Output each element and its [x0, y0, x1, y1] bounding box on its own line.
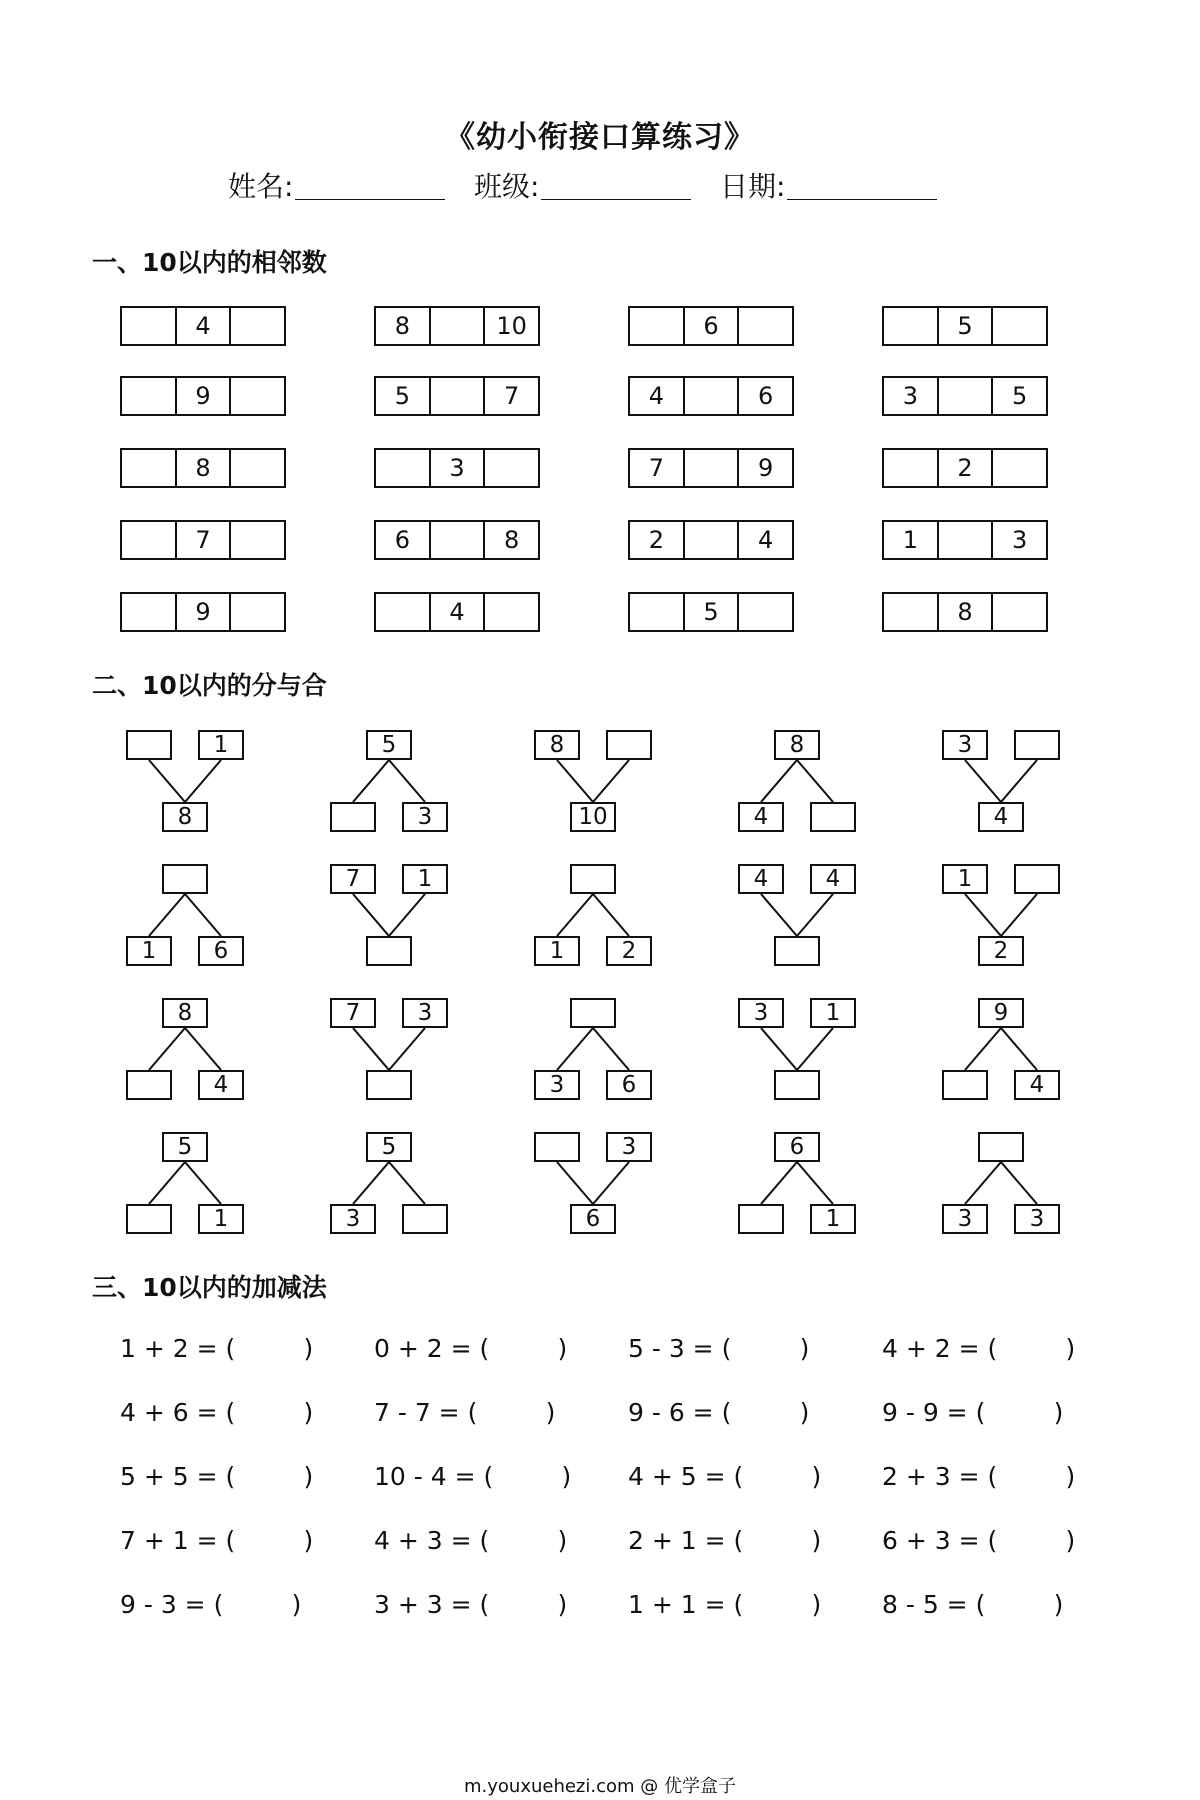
equation	[628, 1398, 809, 1427]
answer-blank[interactable]	[402, 1204, 448, 1234]
answer-blank[interactable]	[937, 378, 992, 414]
answer-blank[interactable]	[330, 802, 376, 832]
given-number: 7	[330, 998, 376, 1028]
connector-line	[389, 1028, 425, 1070]
given-number: 8	[534, 730, 580, 760]
section-2-title: 二、10以内的分与合	[92, 671, 327, 700]
connector-line	[593, 894, 629, 936]
given-number: 10	[570, 802, 616, 832]
class-blank[interactable]	[541, 173, 691, 200]
split-tree	[942, 998, 1060, 1106]
neighbor-row	[374, 306, 540, 346]
neighbor-row	[374, 448, 540, 488]
answer-blank[interactable]	[942, 1070, 988, 1100]
split-tree	[738, 1132, 856, 1240]
connector-line	[557, 1162, 593, 1204]
equation-text: 6 + 3 = (	[882, 1526, 998, 1555]
connector-line	[185, 894, 221, 936]
answer-blank[interactable]: )	[799, 1398, 810, 1427]
neighbor-row	[374, 592, 540, 632]
given-number: 1	[198, 730, 244, 760]
split-tree	[534, 864, 652, 972]
equation	[374, 1334, 567, 1363]
answer-blank[interactable]	[376, 594, 429, 630]
merge-tree	[126, 730, 244, 838]
given-number: 3	[738, 998, 784, 1028]
neighbor-row	[882, 592, 1048, 632]
given-number: 8	[162, 998, 208, 1028]
answer-blank[interactable]	[1014, 864, 1060, 894]
neighbor-row	[120, 306, 286, 346]
connector-line	[1001, 760, 1037, 802]
answer-blank[interactable]	[429, 308, 484, 344]
answer-blank[interactable]	[884, 450, 937, 486]
equation	[374, 1398, 555, 1427]
answer-blank[interactable]	[162, 864, 208, 894]
answer-blank[interactable]	[978, 1132, 1024, 1162]
answer-blank[interactable]	[810, 802, 856, 832]
given-number: 3	[942, 1204, 988, 1234]
given-number: 8	[483, 522, 538, 558]
equation-text: 3 + 3 = (	[374, 1590, 490, 1619]
given-number: 6	[683, 308, 738, 344]
answer-blank[interactable]	[683, 450, 738, 486]
footer-credit: m.youxuehezi.com @ 优学盒子	[463, 1776, 736, 1797]
given-number: 5	[937, 308, 992, 344]
given-number: 4	[648, 382, 664, 410]
equation-text: 4 + 6 = (	[120, 1398, 236, 1427]
connector-line	[185, 760, 221, 802]
given-number: 9	[737, 450, 792, 486]
connector-line	[149, 1028, 185, 1070]
given-number: 3	[902, 382, 918, 410]
connector-line	[185, 1028, 221, 1070]
answer-blank[interactable]: )	[303, 1462, 314, 1491]
equation-text: 7 + 1 = (	[120, 1526, 236, 1555]
neighbor-row	[120, 520, 286, 560]
page-title: 《幼小衔接口算练习》	[445, 120, 755, 155]
equation	[628, 1462, 821, 1491]
given-number: 4	[978, 802, 1024, 832]
connector-line	[389, 894, 425, 936]
split-tree	[738, 730, 856, 838]
answer-blank[interactable]	[366, 1070, 412, 1100]
given-number: 5	[366, 730, 412, 760]
name-label: 姓名:	[228, 170, 294, 203]
given-number: 2	[606, 936, 652, 966]
equation	[374, 1590, 567, 1619]
merge-tree	[534, 730, 652, 838]
answer-blank[interactable]	[122, 378, 175, 414]
answer-blank[interactable]	[366, 936, 412, 966]
neighbor-row	[628, 376, 794, 416]
neighbor-row	[374, 376, 540, 416]
merge-tree	[738, 864, 856, 972]
equation-text: 2 + 3 = (	[882, 1462, 998, 1491]
equation	[628, 1334, 809, 1363]
answer-blank[interactable]	[1014, 730, 1060, 760]
equation-text: 9 - 6 = (	[628, 1398, 732, 1427]
connector-line	[353, 1162, 389, 1204]
connector-line	[593, 1028, 629, 1070]
equation-text: 5 - 3 = (	[628, 1334, 732, 1363]
merge-tree	[330, 864, 448, 972]
connector-line	[761, 1028, 797, 1070]
connector-line	[1001, 1162, 1037, 1204]
neighbor-row	[120, 376, 286, 416]
given-number: 8	[774, 730, 820, 760]
answer-blank[interactable]: )	[545, 1398, 556, 1427]
equation	[374, 1462, 571, 1491]
given-number: 5	[366, 1132, 412, 1162]
given-number: 2	[978, 936, 1024, 966]
given-number: 5	[394, 382, 410, 410]
answer-blank[interactable]	[229, 522, 284, 558]
merge-tree	[738, 998, 856, 1106]
equation-text: 9 - 9 = (	[882, 1398, 986, 1427]
connector-line	[761, 1162, 797, 1204]
answer-blank[interactable]	[229, 378, 284, 414]
given-number: 3	[991, 522, 1046, 558]
name-blank[interactable]	[295, 173, 445, 200]
equation-text: 1 + 2 = (	[120, 1334, 236, 1363]
equation	[120, 1398, 313, 1427]
connector-line	[149, 894, 185, 936]
given-number: 3	[606, 1132, 652, 1162]
given-number: 3	[942, 730, 988, 760]
equation-text: 4 + 2 = (	[882, 1334, 998, 1363]
merge-tree	[330, 998, 448, 1106]
answer-blank[interactable]: )	[811, 1462, 822, 1491]
answer-blank[interactable]	[884, 594, 937, 630]
neighbor-row	[120, 448, 286, 488]
answer-blank[interactable]	[991, 594, 1046, 630]
equation-text: 10 - 4 = (	[374, 1462, 494, 1491]
given-number: 3	[429, 450, 484, 486]
equation	[882, 1462, 1075, 1491]
date-field	[720, 165, 937, 205]
answer-blank[interactable]: )	[557, 1590, 568, 1619]
answer-blank[interactable]	[570, 998, 616, 1028]
connector-line	[149, 1162, 185, 1204]
given-number: 7	[330, 864, 376, 894]
answer-blank[interactable]	[737, 594, 792, 630]
connector-line	[353, 1028, 389, 1070]
given-number: 6	[198, 936, 244, 966]
equation	[628, 1590, 821, 1619]
answer-blank[interactable]	[630, 594, 683, 630]
neighbor-row	[882, 448, 1048, 488]
given-number: 7	[483, 378, 538, 414]
answer-blank[interactable]	[483, 450, 538, 486]
connector-line	[965, 760, 1001, 802]
class-field	[474, 165, 691, 205]
answer-blank[interactable]	[126, 730, 172, 760]
split-tree	[126, 998, 244, 1106]
given-number: 1	[534, 936, 580, 966]
given-number: 5	[162, 1132, 208, 1162]
given-number: 1	[198, 1204, 244, 1234]
given-number: 9	[175, 378, 230, 414]
answer-blank[interactable]	[774, 936, 820, 966]
answer-blank[interactable]	[534, 1132, 580, 1162]
connector-line	[389, 760, 425, 802]
given-number: 3	[402, 802, 448, 832]
answer-blank[interactable]	[429, 378, 484, 414]
given-number: 1	[402, 864, 448, 894]
given-number: 5	[683, 594, 738, 630]
given-number: 4	[738, 802, 784, 832]
equation	[120, 1590, 301, 1619]
equation-text: 8 - 5 = (	[882, 1590, 986, 1619]
given-number: 3	[402, 998, 448, 1028]
neighbor-row	[882, 520, 1048, 560]
date-label: 日期:	[720, 170, 786, 203]
connector-line	[761, 760, 797, 802]
equation-text: 4 + 3 = (	[374, 1526, 490, 1555]
answer-blank[interactable]	[884, 308, 937, 344]
answer-blank[interactable]	[683, 522, 738, 558]
equation	[628, 1526, 821, 1555]
given-number: 3	[1014, 1204, 1060, 1234]
neighbor-row	[882, 376, 1048, 416]
merge-tree	[942, 864, 1060, 972]
neighbor-row	[628, 306, 794, 346]
given-number: 6	[774, 1132, 820, 1162]
merge-tree	[942, 730, 1060, 838]
neighbor-row	[120, 592, 286, 632]
given-number: 3	[534, 1070, 580, 1100]
given-number: 2	[648, 526, 664, 554]
given-number: 9	[978, 998, 1024, 1028]
given-number: 6	[737, 378, 792, 414]
connector-line	[557, 760, 593, 802]
answer-blank[interactable]	[126, 1204, 172, 1234]
name-field	[228, 165, 445, 205]
equation-text: 4 + 5 = (	[628, 1462, 744, 1491]
section-3-title: 三、10以内的加减法	[92, 1273, 327, 1302]
given-number: 2	[937, 450, 992, 486]
answer-blank[interactable]: )	[1065, 1462, 1076, 1491]
answer-blank[interactable]: )	[1053, 1398, 1064, 1427]
equation	[882, 1590, 1063, 1619]
neighbor-row	[628, 520, 794, 560]
given-number: 6	[394, 526, 410, 554]
split-tree	[126, 1132, 244, 1240]
answer-blank[interactable]	[429, 522, 484, 558]
equation-text: 1 + 1 = (	[628, 1590, 744, 1619]
answer-blank[interactable]: )	[1053, 1590, 1064, 1619]
answer-blank[interactable]: )	[1065, 1334, 1076, 1363]
given-number: 8	[394, 312, 410, 340]
connector-line	[965, 1162, 1001, 1204]
given-number: 8	[175, 450, 230, 486]
neighbor-row	[628, 448, 794, 488]
answer-blank[interactable]	[737, 308, 792, 344]
given-number: 4	[175, 308, 230, 344]
split-tree	[534, 998, 652, 1106]
connector-line	[965, 894, 1001, 936]
answer-blank[interactable]: )	[561, 1462, 572, 1491]
answer-blank[interactable]	[122, 594, 175, 630]
answer-blank[interactable]	[229, 308, 284, 344]
answer-blank[interactable]	[122, 450, 175, 486]
answer-blank[interactable]: )	[291, 1590, 302, 1619]
connector-line	[185, 1162, 221, 1204]
answer-blank[interactable]: )	[303, 1334, 314, 1363]
equation	[120, 1462, 313, 1491]
answer-blank[interactable]	[606, 730, 652, 760]
answer-blank[interactable]	[738, 1204, 784, 1234]
given-number: 1	[902, 526, 918, 554]
connector-line	[1001, 894, 1037, 936]
answer-blank[interactable]	[229, 594, 284, 630]
given-number: 7	[648, 454, 664, 482]
connector-line	[149, 760, 185, 802]
split-tree	[330, 730, 448, 838]
given-number: 3	[330, 1204, 376, 1234]
given-number: 4	[1014, 1070, 1060, 1100]
given-number: 8	[937, 594, 992, 630]
equation	[120, 1526, 313, 1555]
equation	[882, 1334, 1075, 1363]
given-number: 1	[126, 936, 172, 966]
split-tree	[942, 1132, 1060, 1240]
connector-line	[353, 894, 389, 936]
answer-blank[interactable]	[991, 450, 1046, 486]
given-number: 1	[810, 998, 856, 1028]
given-number: 4	[810, 864, 856, 894]
given-number: 4	[198, 1070, 244, 1100]
answer-blank[interactable]: )	[303, 1398, 314, 1427]
given-number: 4	[738, 864, 784, 894]
equation-text: 0 + 2 = (	[374, 1334, 490, 1363]
split-tree	[330, 1132, 448, 1240]
connector-line	[593, 760, 629, 802]
answer-blank[interactable]: )	[811, 1590, 822, 1619]
answer-blank[interactable]	[991, 308, 1046, 344]
answer-blank[interactable]	[570, 864, 616, 894]
connector-line	[761, 894, 797, 936]
answer-blank[interactable]	[126, 1070, 172, 1100]
given-number: 7	[175, 522, 230, 558]
given-number: 8	[162, 802, 208, 832]
connector-line	[797, 760, 833, 802]
given-number: 5	[991, 378, 1046, 414]
answer-blank[interactable]	[122, 308, 175, 344]
given-number: 6	[570, 1204, 616, 1234]
connector-line	[797, 1028, 833, 1070]
answer-blank[interactable]	[630, 308, 683, 344]
date-blank[interactable]	[787, 173, 937, 200]
answer-blank[interactable]: )	[557, 1526, 568, 1555]
section-1-title: 一、10以内的相邻数	[92, 248, 327, 277]
equation-text: 9 - 3 = (	[120, 1590, 224, 1619]
answer-blank[interactable]: )	[1065, 1526, 1076, 1555]
neighbor-row	[374, 520, 540, 560]
answer-blank[interactable]	[229, 450, 284, 486]
equation-text: 7 - 7 = (	[374, 1398, 478, 1427]
neighbor-row	[628, 592, 794, 632]
answer-blank[interactable]: )	[799, 1334, 810, 1363]
connector-line	[593, 1162, 629, 1204]
answer-blank[interactable]	[483, 594, 538, 630]
answer-blank[interactable]	[683, 378, 738, 414]
given-number: 10	[483, 308, 538, 344]
answer-blank[interactable]: )	[811, 1526, 822, 1555]
answer-blank[interactable]	[376, 450, 429, 486]
equation	[374, 1526, 567, 1555]
connector-line	[557, 894, 593, 936]
connector-line	[353, 760, 389, 802]
connector-line	[557, 1028, 593, 1070]
connector-line	[1001, 1028, 1037, 1070]
connector-line	[389, 1162, 425, 1204]
answer-blank[interactable]: )	[557, 1334, 568, 1363]
equation	[120, 1334, 313, 1363]
given-number: 4	[737, 522, 792, 558]
split-tree	[126, 864, 244, 972]
given-number: 1	[942, 864, 988, 894]
answer-blank[interactable]: )	[303, 1526, 314, 1555]
merge-tree	[534, 1132, 652, 1240]
equation	[882, 1526, 1075, 1555]
connector-line	[797, 1162, 833, 1204]
connector-line	[965, 1028, 1001, 1070]
answer-blank[interactable]	[122, 522, 175, 558]
connector-line	[797, 894, 833, 936]
answer-blank[interactable]	[774, 1070, 820, 1100]
neighbor-row	[882, 306, 1048, 346]
equation-text: 2 + 1 = (	[628, 1526, 744, 1555]
given-number: 9	[175, 594, 230, 630]
given-number: 4	[429, 594, 484, 630]
given-number: 6	[606, 1070, 652, 1100]
equation	[882, 1398, 1063, 1427]
equation-text: 5 + 5 = (	[120, 1462, 236, 1491]
answer-blank[interactable]	[937, 522, 992, 558]
class-label: 班级:	[474, 170, 540, 203]
given-number: 1	[810, 1204, 856, 1234]
